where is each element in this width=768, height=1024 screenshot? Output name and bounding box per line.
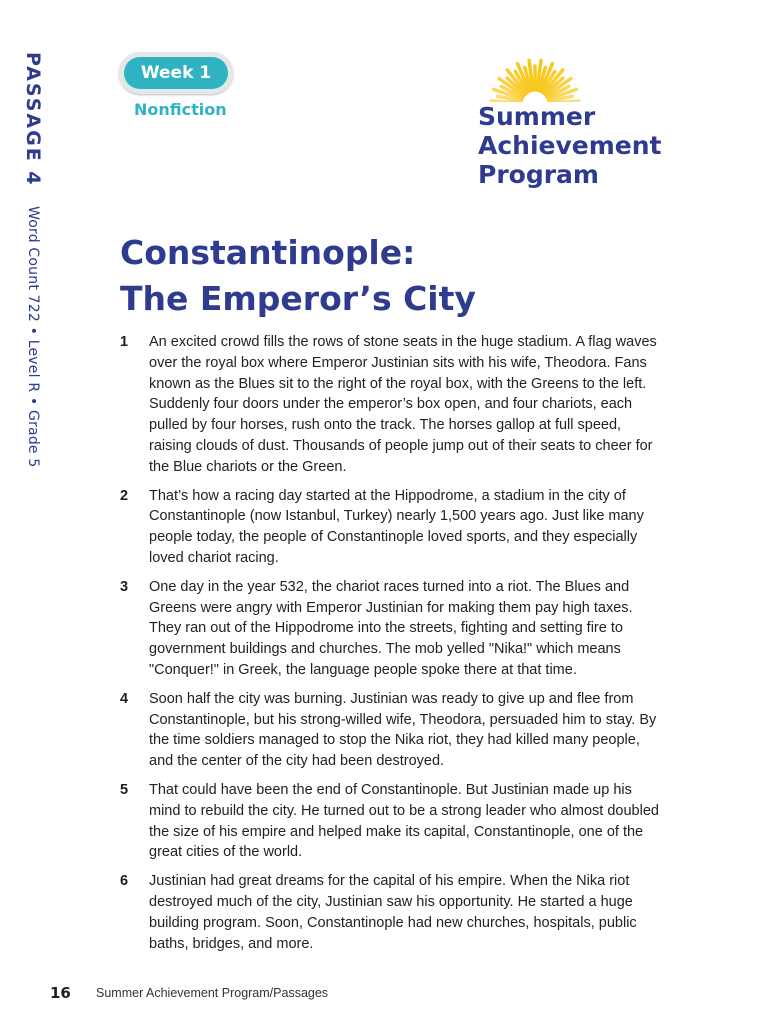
footer-text: Summer Achievement Program/Passages — [96, 986, 329, 1000]
paragraph-number: 2 — [120, 487, 129, 504]
paragraph-text: An excited crowd fills the rows of stone seats in the huge stadium. A flag waves over the royal box where Emperor Justinian sits with his wife, Theodora. Fans known as the Blues sit to the right of the royal box, with the Greens to the left. Suddenly four doors under the emperor’s box open, and four chariots, each pulled by four horses, rush onto the track. The horses gallop at full speed, raising clouds of dust. Thousands of people jump out of their seats to cheer for the Blue chariots or the Green. — [149, 334, 657, 475]
week-badge — [119, 52, 233, 94]
paragraph-text: That could have been the end of Constantinople. But Justinian made up his mind to rebuild the city. He turned out to be a strong leader who almost doubled the size of his empire and helped make its capital, Constantinople, one of the great cities of the world. — [149, 781, 659, 861]
paragraph-number: 6 — [120, 873, 129, 890]
paragraph-text: One day in the year 532, the chariot races turned into a riot. The Blues and Greens were angry with Emperor Justinian for making them pay high taxes. They ran out of the Hippodrome into the streets, fighting and setting fire to government buildings and churches. The mob yelled "Nika!" which means "Conquer!" in Greek, the language people spoke there at that time. — [149, 578, 633, 678]
paragraph-number: 3 — [120, 578, 129, 595]
passage-meta: Word Count 722 • Level R • Grade 5 — [25, 205, 41, 468]
paragraph-number: 5 — [120, 781, 129, 798]
paragraph — [120, 577, 660, 681]
paragraph — [120, 871, 660, 954]
article-body — [120, 332, 660, 962]
logo-line-2: Achievement — [478, 131, 662, 160]
paragraph — [120, 486, 660, 569]
genre-label: Nonfiction — [134, 100, 227, 119]
paragraph — [120, 689, 660, 772]
week-label: Week 1 — [124, 57, 228, 89]
title-line-2: The Emperor’s City — [120, 279, 476, 318]
article-title — [120, 230, 476, 322]
logo-line-1: Summer — [478, 102, 596, 131]
program-logo — [478, 102, 662, 189]
sun-logo-icon — [470, 42, 600, 102]
paragraph — [120, 332, 660, 478]
paragraph-number: 4 — [120, 690, 129, 707]
paragraph-text: Justinian had great dreams for the capital of his empire. When the Nika riot destroyed much of the city, Justinian saw his opportunity. He started a huge building program. Soon, Constantinople had new churches, hospitals, public baths, bridges, and more. — [149, 873, 637, 952]
passage-number: PASSAGE 4 — [22, 52, 44, 187]
paragraph-number: 1 — [120, 334, 129, 350]
paragraph-text: That’s how a racing day started at the Hippodrome, a stadium in the city of Constantinople (now Istanbul, Turkey) nearly 1,500 years ago. Just like many people today, the people of Constantinople loved sports, and they especially loved chariot racing. — [149, 487, 644, 566]
title-line-1: Constantinople: — [120, 233, 416, 272]
paragraph — [120, 780, 660, 863]
passage-sidebar-label — [22, 52, 44, 467]
paragraph-text: Soon half the city was burning. Justinian was ready to give up and flee from Constantinople, but his strong-willed wife, Theodora, persuaded him to stay. By the time soldiers managed to stop the Nika riot, they had killed many people, and the center of the city had been destroyed. — [149, 690, 657, 770]
page-number: 16 — [50, 984, 71, 1002]
logo-line-3: Program — [478, 160, 599, 189]
